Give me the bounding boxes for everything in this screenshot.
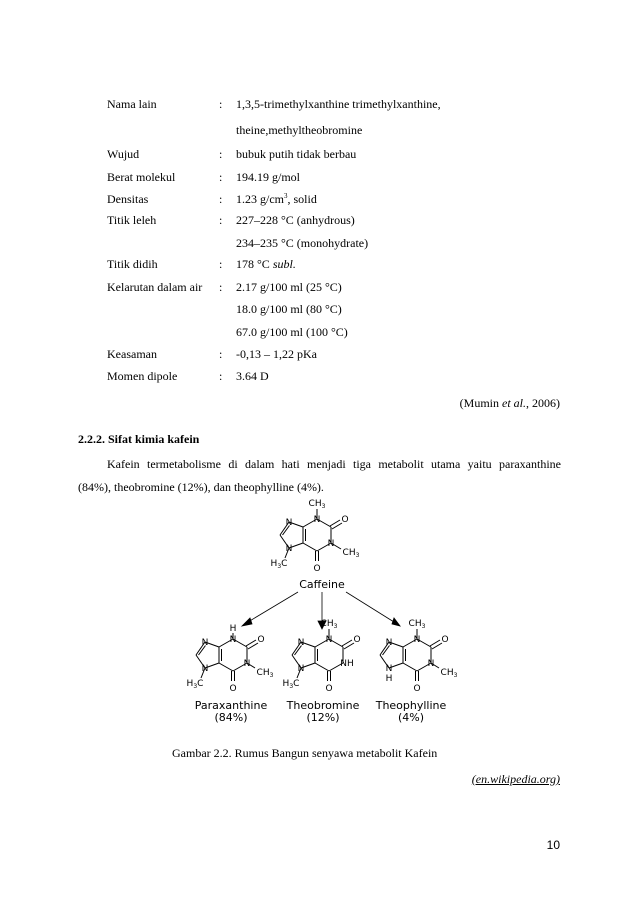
subscript-3: 3 <box>421 623 426 630</box>
paraxanthine-percent: (84%) <box>214 711 248 724</box>
h3c-c: C <box>293 679 300 689</box>
caffeine-methyl-n7 <box>271 559 288 570</box>
atom-n-label: N <box>285 544 293 554</box>
ch3-label: CH <box>440 668 454 678</box>
property-colon: : <box>219 347 223 361</box>
h3c-c: C <box>281 559 288 569</box>
densitas-superscript: 3 <box>284 192 288 200</box>
atom-n-label: N <box>385 664 393 674</box>
atom-n-label: N <box>413 635 421 645</box>
property-colon: : <box>219 170 223 184</box>
property-value-kelarutan-2: 18.0 g/100 ml (80 °C) <box>236 302 342 316</box>
caffeine-methyl-n1 <box>309 499 326 510</box>
arrow-to-paraxanthine <box>248 592 298 622</box>
atom-o-label: O <box>257 635 265 645</box>
property-label-keasaman: Keasaman <box>107 347 157 361</box>
arrowhead-theophylline <box>392 618 400 626</box>
table-citation <box>460 396 560 411</box>
ch3-label: CH <box>256 668 270 678</box>
property-value-nama-lain-cont: theine,methyltheobromine <box>236 123 363 137</box>
caffeine-metabolism-figure <box>170 497 470 727</box>
property-value-berat-molekul: 194.19 g/mol <box>236 170 301 184</box>
titik-didih-value: 178 °C <box>236 257 273 271</box>
atom-h-label: H <box>385 674 393 684</box>
subscript-3: 3 <box>321 503 326 510</box>
property-value-wujud: bubuk putih tidak berbau <box>236 147 357 161</box>
theobromine-methyl-n7 <box>283 679 300 690</box>
atom-o-label: O <box>341 515 349 525</box>
property-value-titik-leleh-cont: 234–235 °C (monohydrate) <box>236 236 369 250</box>
figure-caption: Gambar 2.2. Rumus Bangun senyawa metabolit Kafein <box>172 746 438 760</box>
atom-n-label: N <box>313 515 321 525</box>
property-colon: : <box>219 97 223 111</box>
atom-n-label: N <box>201 638 209 648</box>
subscript-3: 3 <box>269 672 274 679</box>
property-label-nama-lain: Nama lain <box>107 97 157 111</box>
atom-nh-label: NH <box>340 659 354 669</box>
paraxanthine-methyl-n7 <box>187 679 204 690</box>
caffeine-methyl-n3 <box>343 548 360 559</box>
citation-year: , 2006) <box>526 396 560 410</box>
property-label-kelarutan: Kelarutan dalam air <box>107 280 203 294</box>
atom-o-label: O <box>353 635 361 645</box>
property-colon: : <box>219 147 223 161</box>
citation-et-al: et al. <box>502 396 526 410</box>
page-number: 10 <box>546 838 560 852</box>
atom-h-label: H <box>229 624 237 634</box>
ch3-label: CH <box>320 619 334 629</box>
paraxanthine-methyl <box>257 668 274 679</box>
paraxanthine-label: Paraxanthine <box>194 699 268 712</box>
densitas-value-suffix: , solid <box>287 192 317 206</box>
ch3-label: CH <box>408 619 422 629</box>
property-colon: : <box>219 213 223 227</box>
theobromine-percent: (12%) <box>306 711 340 724</box>
h3c-h: H <box>186 679 194 689</box>
subscript-3: 3 <box>193 683 198 690</box>
theophylline-structure <box>375 619 458 724</box>
atom-n-label: N <box>427 659 435 669</box>
property-label-titik-didih: Titik didih <box>107 257 158 271</box>
property-value-densitas <box>236 192 317 206</box>
property-value-titik-didih <box>236 257 296 271</box>
atom-o-label: O <box>441 635 449 645</box>
h3c-c: C <box>197 679 204 689</box>
property-label-wujud: Wujud <box>107 147 140 161</box>
property-label-berat-molekul: Berat molekul <box>107 170 176 184</box>
property-colon: : <box>219 280 223 294</box>
property-label-momen-dipole: Momen dipole <box>107 369 178 383</box>
ch3-label: CH <box>342 548 356 558</box>
subscript-3: 3 <box>453 672 458 679</box>
caffeine-structure <box>271 499 360 591</box>
property-colon: : <box>219 369 223 383</box>
titik-didih-subl: subl. <box>272 257 296 271</box>
atom-n-label: N <box>201 664 209 674</box>
subscript-3: 3 <box>277 563 282 570</box>
atom-n-label: N <box>327 539 335 549</box>
atom-o-label: O <box>229 684 237 694</box>
paraxanthine-structure <box>187 624 274 724</box>
atom-o-label: O <box>325 684 333 694</box>
atom-o-label: O <box>313 564 321 574</box>
property-value-titik-leleh: 227–228 °C (anhydrous) <box>236 213 355 227</box>
arrowhead-paraxanthine <box>242 618 252 626</box>
ch3-label: CH <box>308 499 322 509</box>
property-label-densitas: Densitas <box>107 192 149 206</box>
densitas-value-main: 1.23 g/cm <box>236 192 284 206</box>
atom-n-label: N <box>385 638 393 648</box>
theobromine-methyl-n1 <box>321 619 338 630</box>
atom-n-label: N <box>243 659 251 669</box>
property-value-nama-lain: 1,3,5-trimethylxanthine trimethylxanthine, <box>236 97 441 111</box>
citation-author: (Mumin <box>459 396 502 410</box>
arrow-to-theophylline <box>346 592 394 622</box>
h3c-h: H <box>282 679 290 689</box>
atom-n-label: N <box>325 635 333 645</box>
paragraph-line-2: (84%), theobromine (12%), dan theophylline (4%). <box>78 480 324 494</box>
property-value-kelarutan-3: 67.0 g/100 ml (100 °C) <box>236 325 348 339</box>
atom-n-label: N <box>297 638 305 648</box>
theophylline-percent: (4%) <box>397 711 425 724</box>
section-heading: 2.2.2. Sifat kimia kafein <box>78 432 200 446</box>
property-colon: : <box>219 192 223 206</box>
property-value-keasaman: -0,13 – 1,22 pKa <box>236 347 317 361</box>
h3c-h: H <box>270 559 278 569</box>
atom-o-label: O <box>413 684 421 694</box>
atom-n-label: N <box>229 635 237 645</box>
subscript-3: 3 <box>289 683 294 690</box>
theophylline-methyl-n3 <box>441 668 458 679</box>
atom-n-label: N <box>285 518 293 528</box>
theobromine-structure <box>283 619 361 724</box>
subscript-3: 3 <box>355 552 360 559</box>
paragraph-line-1: Kafein termetabolisme di dalam hati menjadi tiga metabolit utama yaitu paraxanthine <box>107 457 561 471</box>
property-value-kelarutan-1: 2.17 g/100 ml (25 °C) <box>236 280 342 294</box>
property-label-titik-leleh: Titik leleh <box>107 213 157 227</box>
atom-n-label: N <box>297 664 305 674</box>
figure-source-link[interactable]: (en.wikipedia.org) <box>471 772 560 786</box>
subscript-3: 3 <box>333 623 338 630</box>
property-colon: : <box>219 257 223 271</box>
property-value-momen-dipole: 3.64 D <box>236 369 269 383</box>
theobromine-label: Theobromine <box>286 699 360 712</box>
caffeine-label: Caffeine <box>299 578 345 591</box>
theophylline-label: Theophylline <box>375 699 447 712</box>
theophylline-methyl-n1 <box>409 619 426 630</box>
